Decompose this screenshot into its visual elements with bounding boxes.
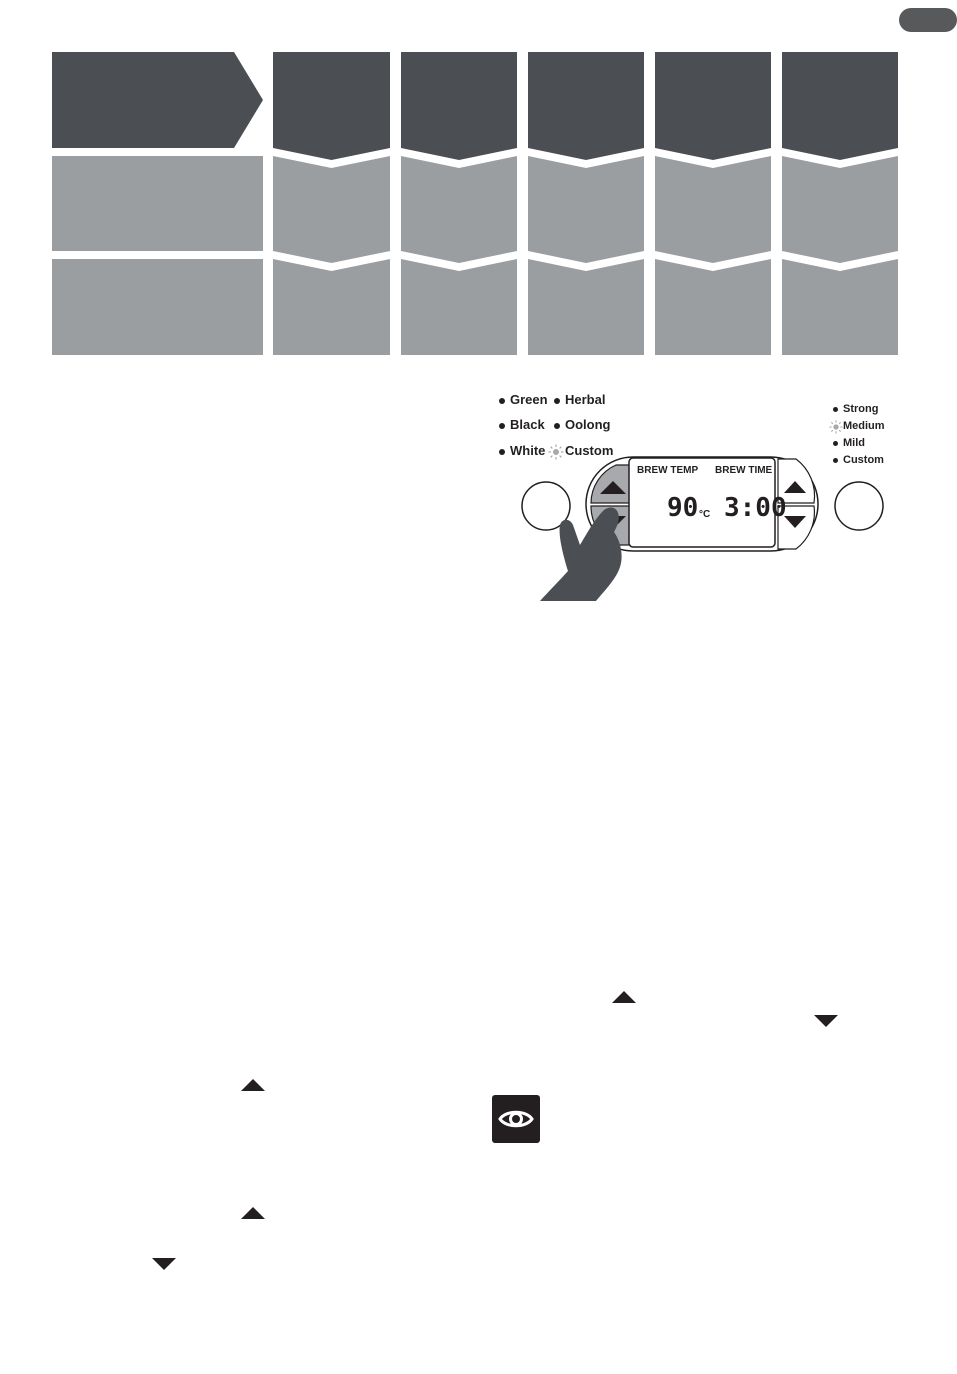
row-2-cells — [52, 156, 898, 263]
strength-label-custom: Custom — [843, 454, 884, 466]
tea-label-black: Black — [510, 417, 545, 432]
row-3-cells — [52, 259, 898, 355]
tea-label-green: Green — [510, 392, 548, 407]
header-arrow-cell — [52, 52, 263, 148]
tea-label-custom: Custom — [565, 443, 614, 458]
control-panel-illustration — [490, 385, 900, 605]
strength-label-mild: Mild — [843, 437, 865, 449]
header-row-cells — [273, 52, 898, 160]
temp-unit: °C — [699, 509, 711, 520]
brew-time-label: BREW TIME — [715, 465, 773, 476]
down-arrow-icon — [814, 1015, 838, 1027]
strength-select-knob — [835, 482, 883, 530]
up-arrow-icon — [241, 1079, 265, 1091]
strength-label-strong: Strong — [843, 403, 879, 415]
tea-label-oolong: Oolong — [565, 417, 611, 432]
temp-value: 90 — [667, 493, 699, 523]
up-arrow-icon — [241, 1207, 265, 1219]
down-arrow-icon — [152, 1258, 176, 1270]
time-value: 3:00 — [724, 493, 787, 523]
brew-temp-label: BREW TEMP — [637, 465, 699, 476]
up-arrow-icon — [612, 991, 636, 1003]
tea-label-white: White — [510, 443, 546, 458]
tea-label-herbal: Herbal — [565, 392, 606, 407]
strength-label-medium: Medium — [843, 420, 885, 432]
table-banner — [0, 0, 950, 370]
lcd-display — [629, 458, 787, 547]
eye-icon — [492, 1095, 540, 1143]
